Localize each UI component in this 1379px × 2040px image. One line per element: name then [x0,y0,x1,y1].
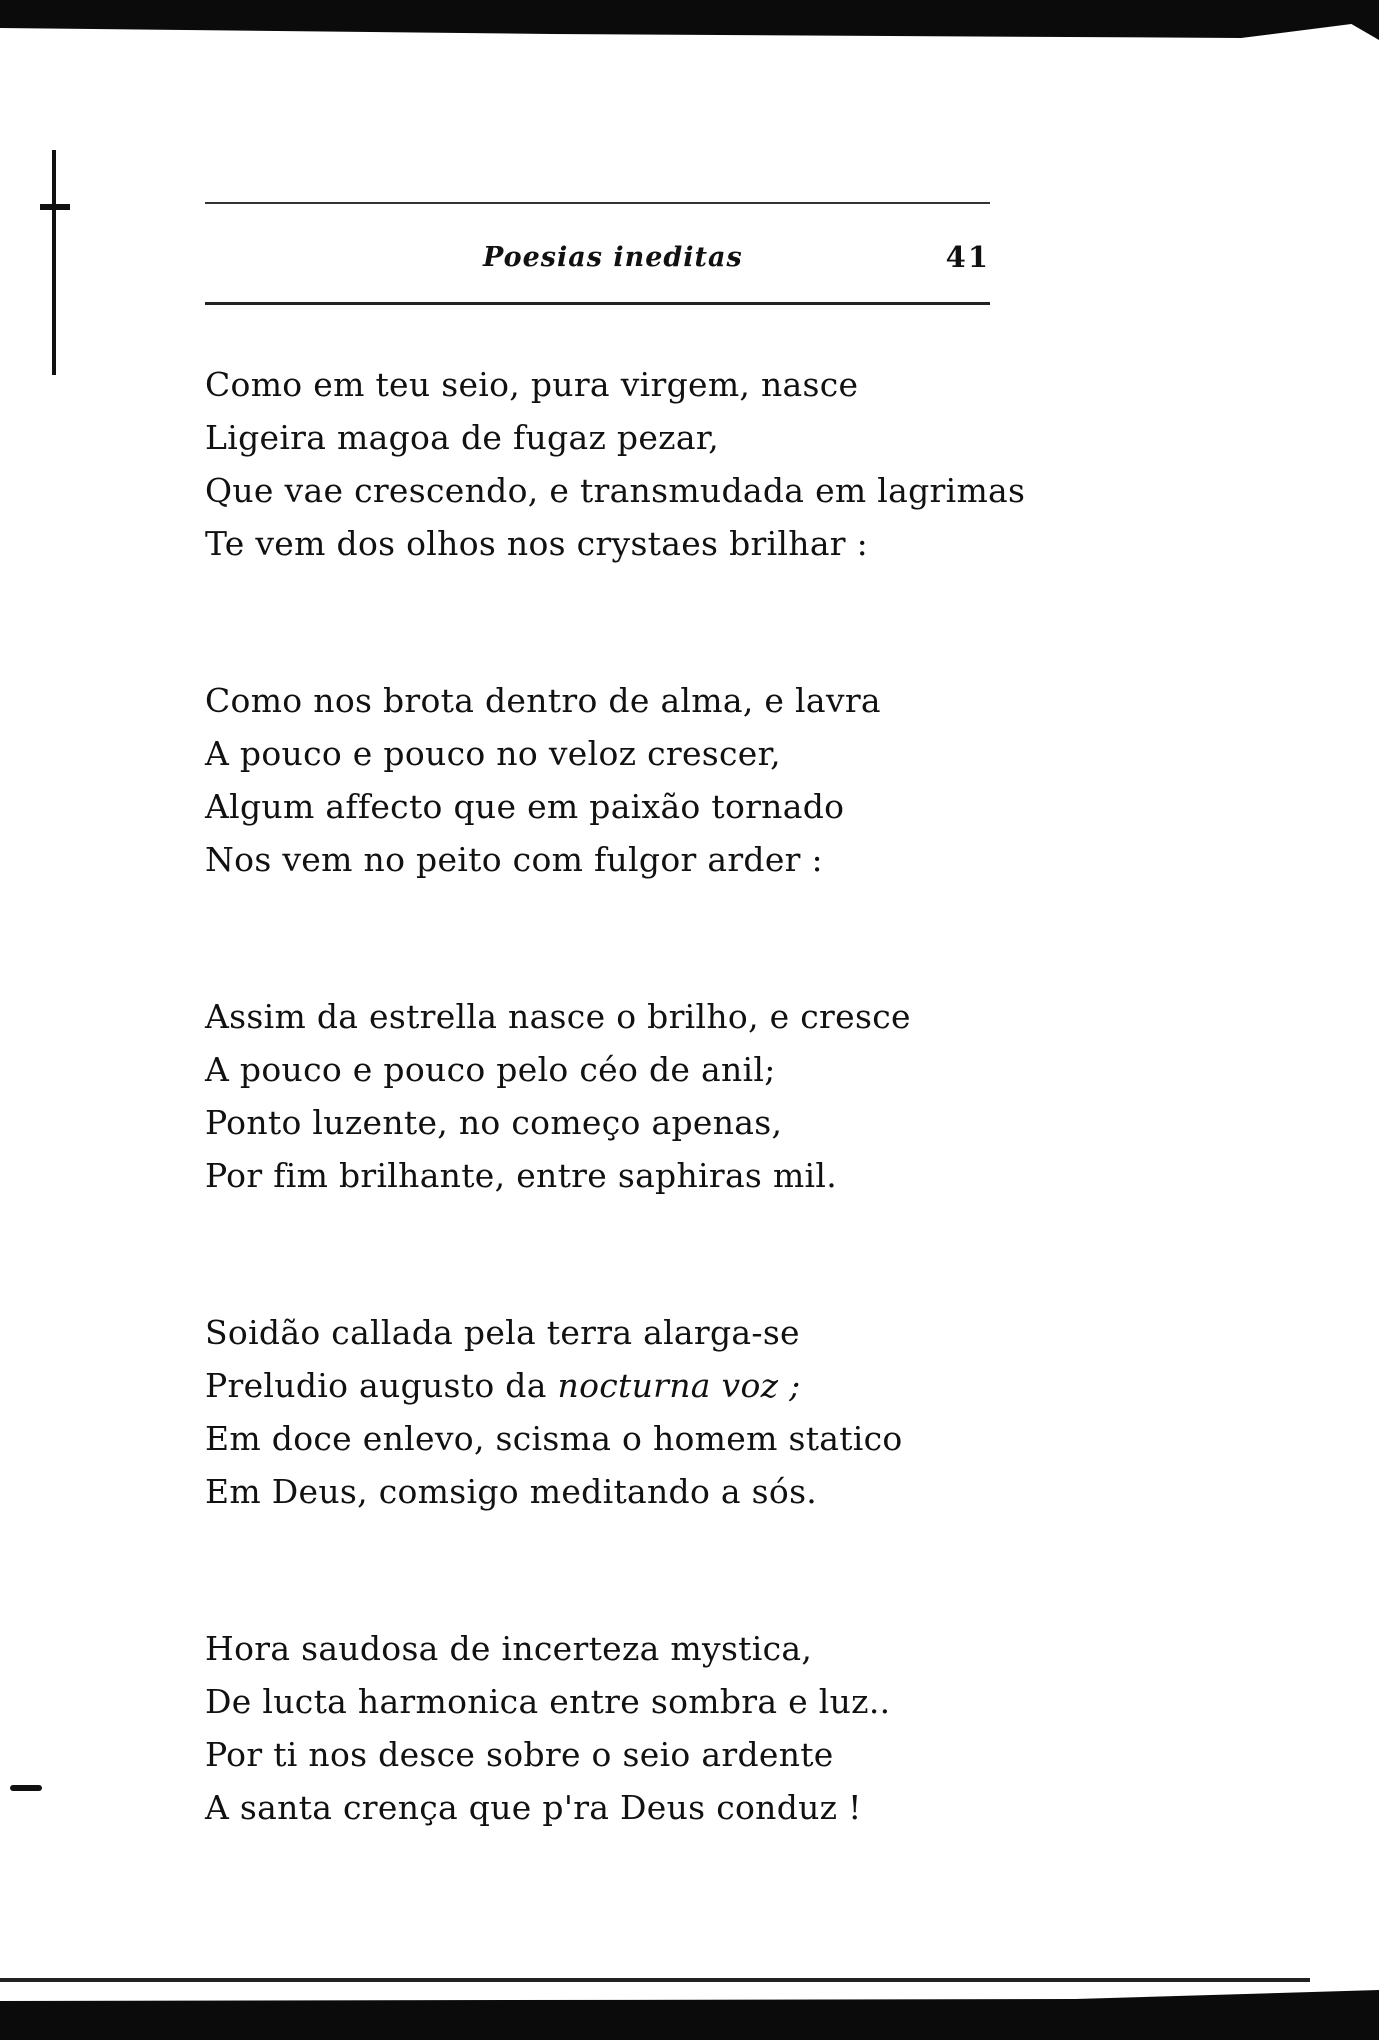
poem [205,358,1026,1938]
header-rule-top [205,202,990,204]
poem-line: A pouco e pouco pelo céo de anil; [205,1050,776,1089]
poem-line: Por ti nos desce sobre o seio ardente [205,1735,834,1774]
poem-line: Como nos brota dentro de alma, e lavra [205,681,881,720]
poem-line: A pouco e pouco no veloz crescer, [205,734,781,773]
scan-border-bottom-line [0,1978,1310,1982]
scan-border-bottom [0,1990,1379,2040]
poem-line: Por fim brilhante, entre saphiras mil. [205,1156,838,1195]
stanza-3 [205,990,990,1202]
stanza-5 [205,1622,990,1834]
poem-line-italic: nocturna voz ; [557,1366,801,1405]
scan-margin-dash [10,1785,42,1791]
poem-line: Em Deus, comsigo meditando a sós. [205,1472,818,1511]
poem-line [205,1359,990,1412]
scan-margin-mark [52,150,56,375]
poem-line: Hora saudosa de incerteza mystica, [205,1629,813,1668]
poem-line: Te vem dos olhos nos crystaes brilhar : [205,524,869,563]
poem-line: Soidão callada pela terra alarga-se [205,1313,800,1352]
header-rule-bottom [205,302,990,305]
poem-line: Que vae crescendo, e transmudada em lagrimas [205,471,1026,510]
poem-line: Algum affecto que em paixão tornado [205,787,845,826]
poem-line: Ponto luzente, no começo apenas, [205,1103,783,1142]
poem-line: Nos vem no peito com fulgor arder : [205,840,823,879]
poem-line: Em doce enlevo, scisma o homem statico [205,1419,903,1458]
scan-border-top [0,0,1379,40]
running-head [205,232,990,282]
poem-line: Como em teu seio, pura virgem, nasce [205,365,859,404]
poem-line-roman: Preludio augusto da [205,1366,547,1405]
stanza-2 [205,674,990,886]
stanza-4 [205,1306,990,1518]
poem-line: Ligeira magoa de fugaz pezar, [205,418,720,457]
poem-line: De lucta harmonica entre sombra e luz.. [205,1682,891,1721]
stanza-1 [205,358,1026,570]
page-number: 41 [945,240,990,274]
poem-line: Assim da estrella nasce o brilho, e cresce [205,997,911,1036]
scan-margin-mark-cross [40,204,70,210]
running-title: Poesias ineditas [483,242,743,273]
poem-line: A santa crença que p'ra Deus conduz ! [205,1788,862,1827]
